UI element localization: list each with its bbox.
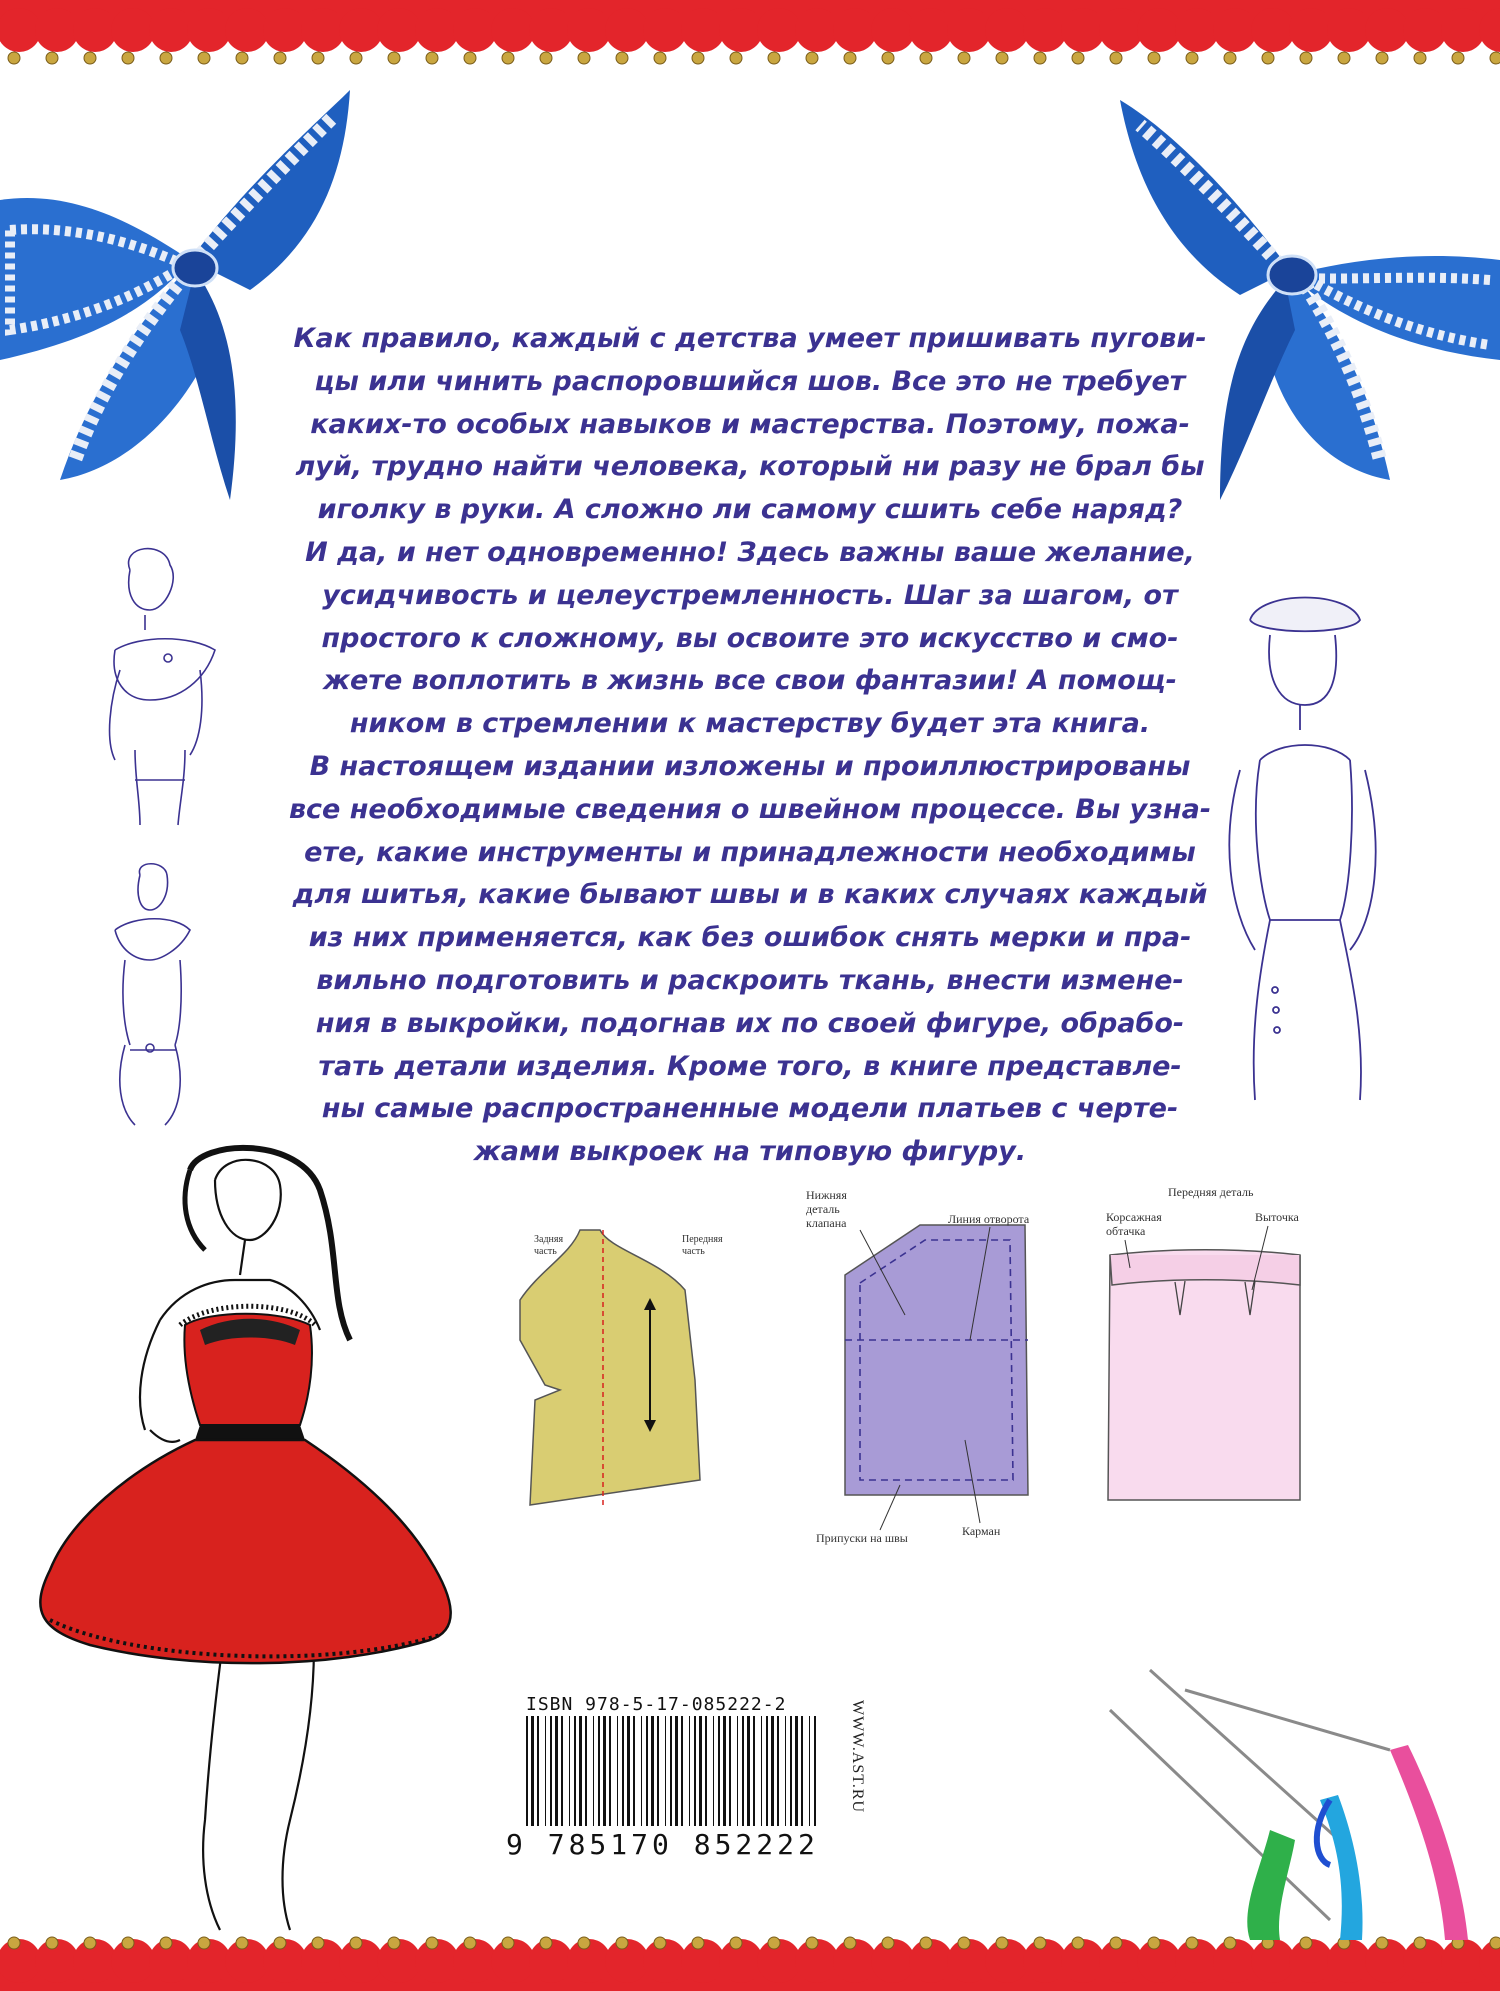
blurb-line: ником в стремлении к мастерству будет эта книга. <box>349 708 1151 740</box>
barcode <box>522 1716 822 1826</box>
blurb-line: тать детали изделия. Кроме того, в книге представле- <box>318 1050 1182 1082</box>
blurb-line: Как правило, каждый с детства умеет пришивать пугови- <box>293 323 1207 354</box>
red-dress-illustration <box>10 1140 470 1940</box>
ean-digits: 9 785170 852222 <box>506 1828 819 1861</box>
blurb-line: каких-то особых навыков и мастерства. Поэтому, пожа- <box>310 408 1190 440</box>
fashion-sketch-top-left <box>90 540 220 830</box>
isbn-label: ISBN 978-5-17-085222-2 <box>526 1694 787 1715</box>
back-cover-blurb <box>270 318 1230 1174</box>
blurb-line: жете воплотить в жизнь все свои фантазии! А помощ- <box>323 665 1177 697</box>
pocket-flap-label-3: клапана <box>806 1216 847 1230</box>
pocket-pattern-diagram <box>800 1185 1070 1545</box>
pocket-flap-label-2: деталь <box>806 1202 840 1216</box>
blurb-line: ете, какие инструменты и принадлежности необходимы <box>304 836 1196 868</box>
fashion-sketch-mid-left <box>95 860 205 1130</box>
blurb-line: усидчивость и целеустремленность. Шаг за шагом, от <box>322 579 1178 611</box>
skirt-facing-label-1: Корсажная <box>1106 1210 1162 1224</box>
sleeve-front-label-2: часть <box>682 1246 705 1257</box>
blurb-line: простого к сложному, вы освоите это искусство и смо- <box>321 622 1179 654</box>
blurb-line: все необходимые сведения о швейном процессе. Вы узна- <box>288 793 1212 825</box>
sleeve-back-label-2: часть <box>534 1246 557 1257</box>
fashion-sketch-right <box>1200 590 1400 1110</box>
blurb-line: луй, трудно найти человека, который ни разу не брал бы <box>295 451 1205 483</box>
skirt-facing-label-2: обтачка <box>1106 1224 1146 1238</box>
pocket-seam-allowance-label: Припуски на швы <box>816 1531 908 1545</box>
pocket-label: Карман <box>962 1524 1001 1538</box>
blurb-line: вильно подготовить и раскроить ткань, внести измене- <box>316 964 1184 996</box>
blurb-line: ния в выкройки, подогнав их по своей фигуре, обрабо- <box>315 1007 1185 1039</box>
blurb-line: жами выкроек на типовую фигуру. <box>473 1136 1027 1168</box>
blurb-line: В настоящем издании изложены и проиллюстрированы <box>309 750 1191 782</box>
blurb-line: ны самые распространенные модели платьев с черте- <box>321 1093 1179 1125</box>
sleeve-pattern-diagram <box>510 1220 730 1520</box>
skirt-dart-label: Выточка <box>1255 1210 1299 1224</box>
blurb-line: цы или чинить распоровшийся шов. Все это не требует <box>314 365 1186 397</box>
blurb-line: И да, и нет одновременно! Здесь важны ваше желание, <box>305 536 1195 568</box>
blurb-line: для шитья, какие бывают швы и в каких случаях каждый <box>292 879 1208 911</box>
pocket-flap-label-1: Нижняя <box>806 1188 847 1202</box>
blurb-line: иголку в руки. А сложно ли самому сшить себе наряд? <box>317 494 1183 526</box>
sleeve-back-label-1: Задняя <box>534 1234 564 1245</box>
publisher-website: WWW.AST.RU <box>849 1700 866 1814</box>
needles-and-ribbons-illustration <box>1090 1650 1500 1940</box>
sleeve-front-label-1: Передняя <box>682 1234 723 1245</box>
skirt-front-piece-label: Передняя деталь <box>1168 1185 1254 1199</box>
pocket-fold-line-label: Линия отворота <box>948 1212 1030 1226</box>
blurb-line: из них применяется, как без ошибок снять мерки и пра- <box>308 922 1192 954</box>
skirt-pattern-diagram <box>1090 1180 1320 1520</box>
